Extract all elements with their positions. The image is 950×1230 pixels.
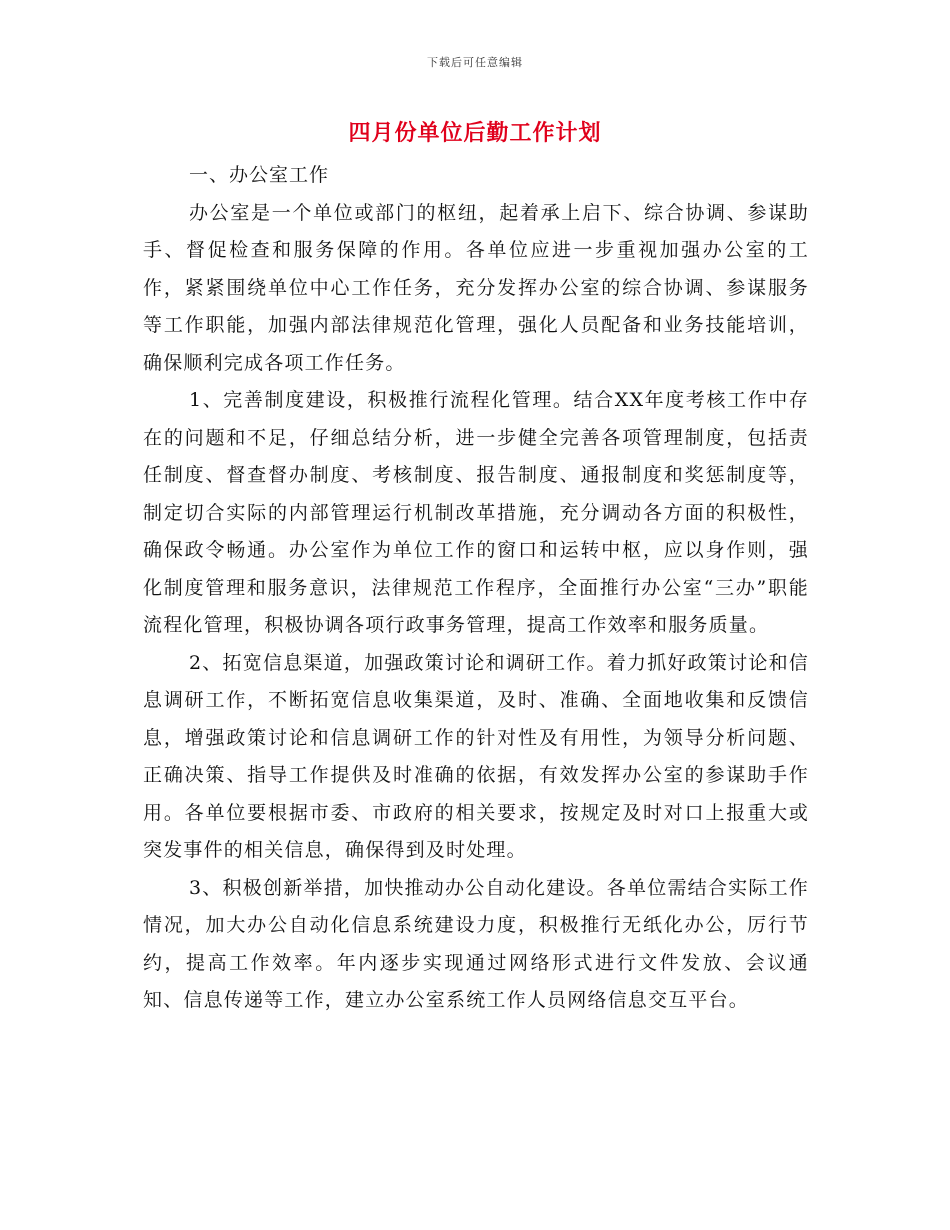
paragraph-item-1: 1、完善制度建设，积极推行流程化管理。结合XX年度考核工作中存在的问题和不足，仔细总结分析，进一步健全完善各项管理制度，包括责任制度、督查督办制度、考核制度、报告制度、通报制度和奖惩制度等，制定切合实际的内部管理运行机制改革措施，充分调动各方面的积极性，确保政令畅通。办公室作为单位工作的窗口和运转中枢，应以身作则，强化制度管理和服务意识，法律规范工作程序，全面推行办公室“三办”职能流程化管理，积极协调各项行政事务管理，提高工作效率和服务质量。 (143, 389, 809, 636)
section-heading: 一、办公室工作 (189, 164, 330, 186)
document-title: 四月份单位后勤工作计划 (348, 120, 602, 146)
document-body (143, 157, 809, 1020)
header-note: 下载后可任意编辑 (427, 56, 523, 69)
paragraph-item-3: 3、积极创新举措，加快推动办公自动化建设。各单位需结合实际工作情况，加大办公自动化信息系统建设力度，积极推行无纸化办公，厉行节约，提高工作效率。年内逐步实现通过网络形式进行文件发放、会议通知、信息传递等工作，建立办公室系统工作人员网络信息交互平台。 (143, 876, 809, 1011)
paragraph-item-2: 2、拓宽信息渠道，加强政策讨论和调研工作。着力抓好政策讨论和信息调研工作，不断拓宽信息收集渠道，及时、准确、全面地收集和反馈信息，增强政策讨论和信息调研工作的针对性及有用性，为领导分析问题、正确决策、指导工作提供及时准确的依据，有效发挥办公室的参谋助手作用。各单位要根据市委、市政府的相关要求，按规定及时对口上报重大或突发事件的相关信息，确保得到及时处理。 (143, 651, 809, 861)
paragraph-intro: 办公室是一个单位或部门的枢纽，起着承上启下、综合协调、参谋助手、督促检查和服务保障的作用。各单位应进一步重视加强办公室的工作，紧紧围绕单位中心工作任务，充分发挥办公室的综合协调、参谋服务等工作职能，加强内部法律规范化管理，强化人员配备和业务技能培训，确保顺利完成各项工作任务。 (143, 201, 809, 374)
